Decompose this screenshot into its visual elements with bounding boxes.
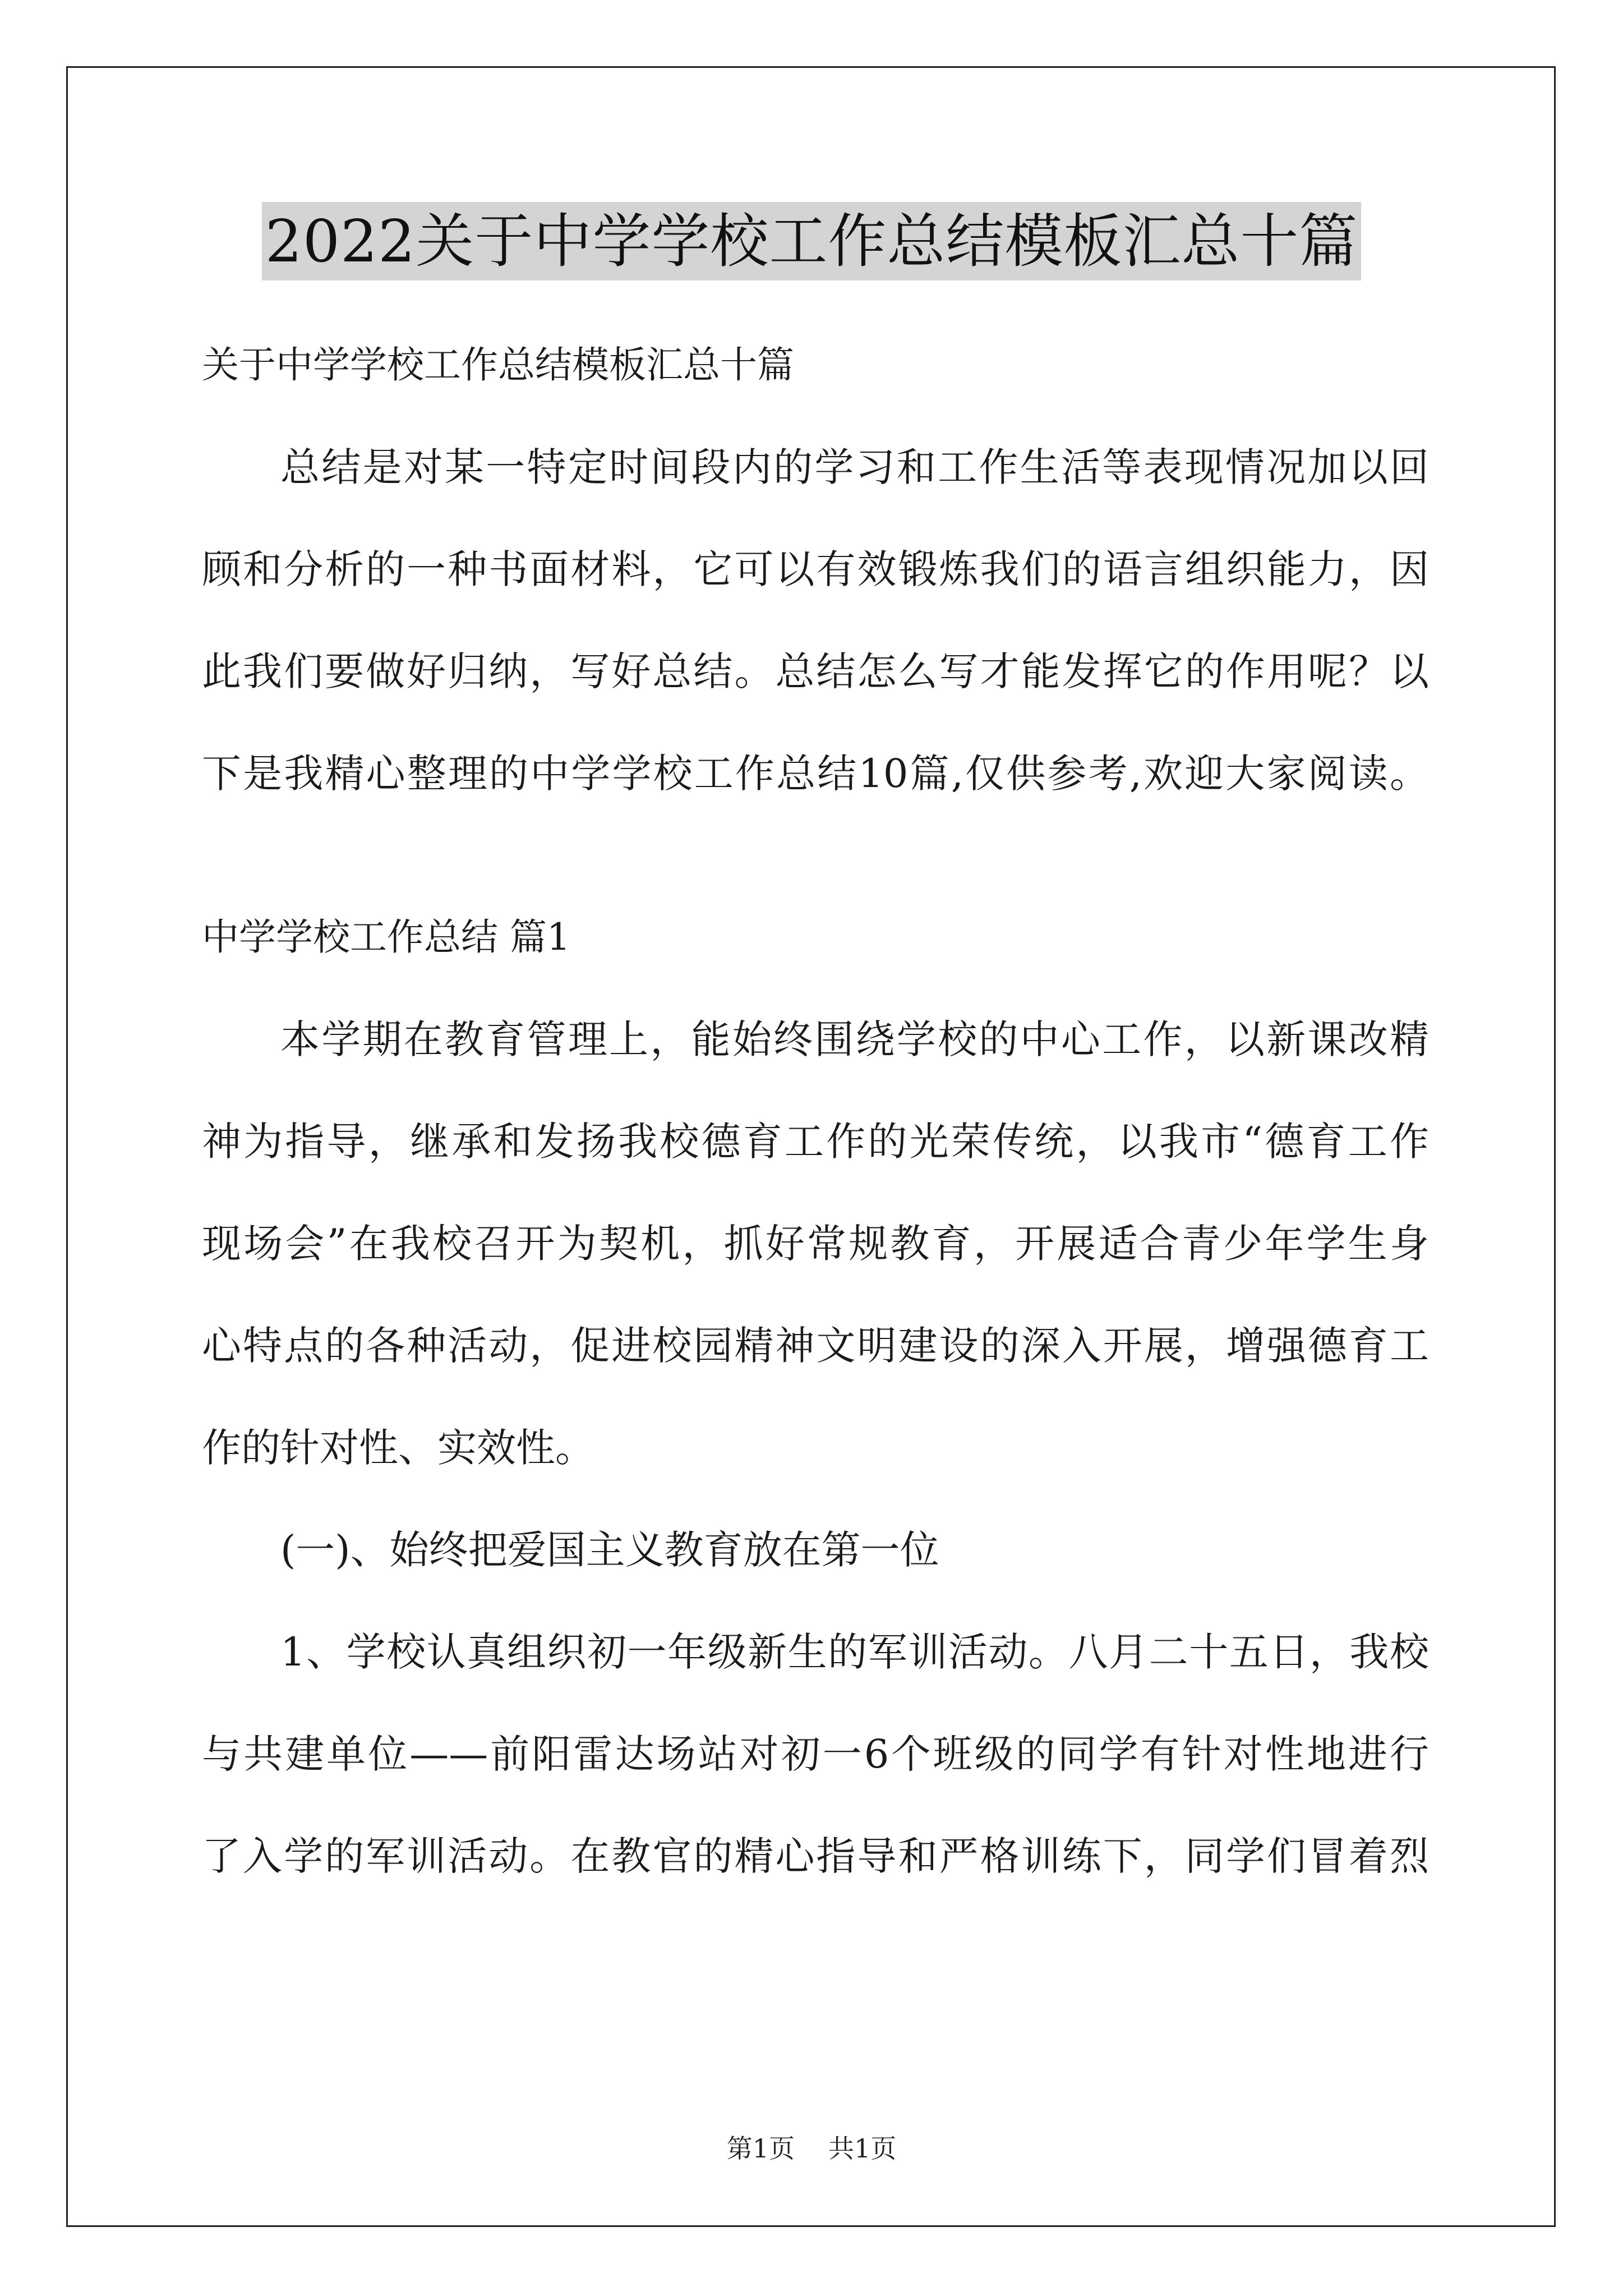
paragraph-line: 心特点的各种活动，促进校园精神文明建设的深入开展，增强德育工 <box>202 1323 1429 1369</box>
page-footer <box>0 2132 1623 2165</box>
paragraph-line: 作的针对性、实效性。 <box>202 1425 594 1471</box>
section-heading: 中学学校工作总结 篇1 <box>202 915 570 959</box>
paragraph-line: 1、学校认真组织初一年级新生的军训活动。八月二十五日，我校 <box>280 1629 1429 1675</box>
document-subtitle: 关于中学学校工作总结模板汇总十篇 <box>202 343 794 386</box>
document-title: 2022关于中学学校工作总结模板汇总十篇 <box>262 202 1362 280</box>
paragraph-line: 神为指导，继承和发扬我校德育工作的光荣传统，以我市“德育工作 <box>202 1119 1429 1165</box>
paragraph-line: 了入学的军训活动。在教官的精心指导和严格训练下，同学们冒着烈 <box>202 1833 1429 1879</box>
paragraph-line: 现场会”在我校召开为契机，抓好常规教育，开展适合青少年学生身 <box>202 1221 1429 1267</box>
item-heading: (一)、始终把爱国主义教育放在第一位 <box>280 1527 939 1573</box>
intro-line: 此我们要做好归纳，写好总结。总结怎么写才能发挥它的作用呢？以 <box>202 648 1429 694</box>
intro-line: 下是我精心整理的中学学校工作总结10篇,仅供参考,欢迎大家阅读。 <box>202 751 1429 797</box>
paragraph-line: 与共建单位——前阳雷达场站对初一6个班级的同学有针对性地进行 <box>202 1731 1429 1777</box>
title-container <box>0 202 1623 280</box>
page-number-total: 共1页 <box>828 2133 897 2164</box>
section-gap <box>202 825 1429 886</box>
paragraph-line: 本学期在教育管理上，能始终围绕学校的中心工作，以新课改精 <box>280 1016 1429 1062</box>
intro-line: 总结是对某一特定时间段内的学习和工作生活等表现情况加以回 <box>280 444 1429 490</box>
document-body <box>202 314 1429 1907</box>
page-number-current: 第1页 <box>726 2133 795 2164</box>
intro-line: 顾和分析的一种书面材料，它可以有效锻炼我们的语言组织能力，因 <box>202 546 1429 592</box>
